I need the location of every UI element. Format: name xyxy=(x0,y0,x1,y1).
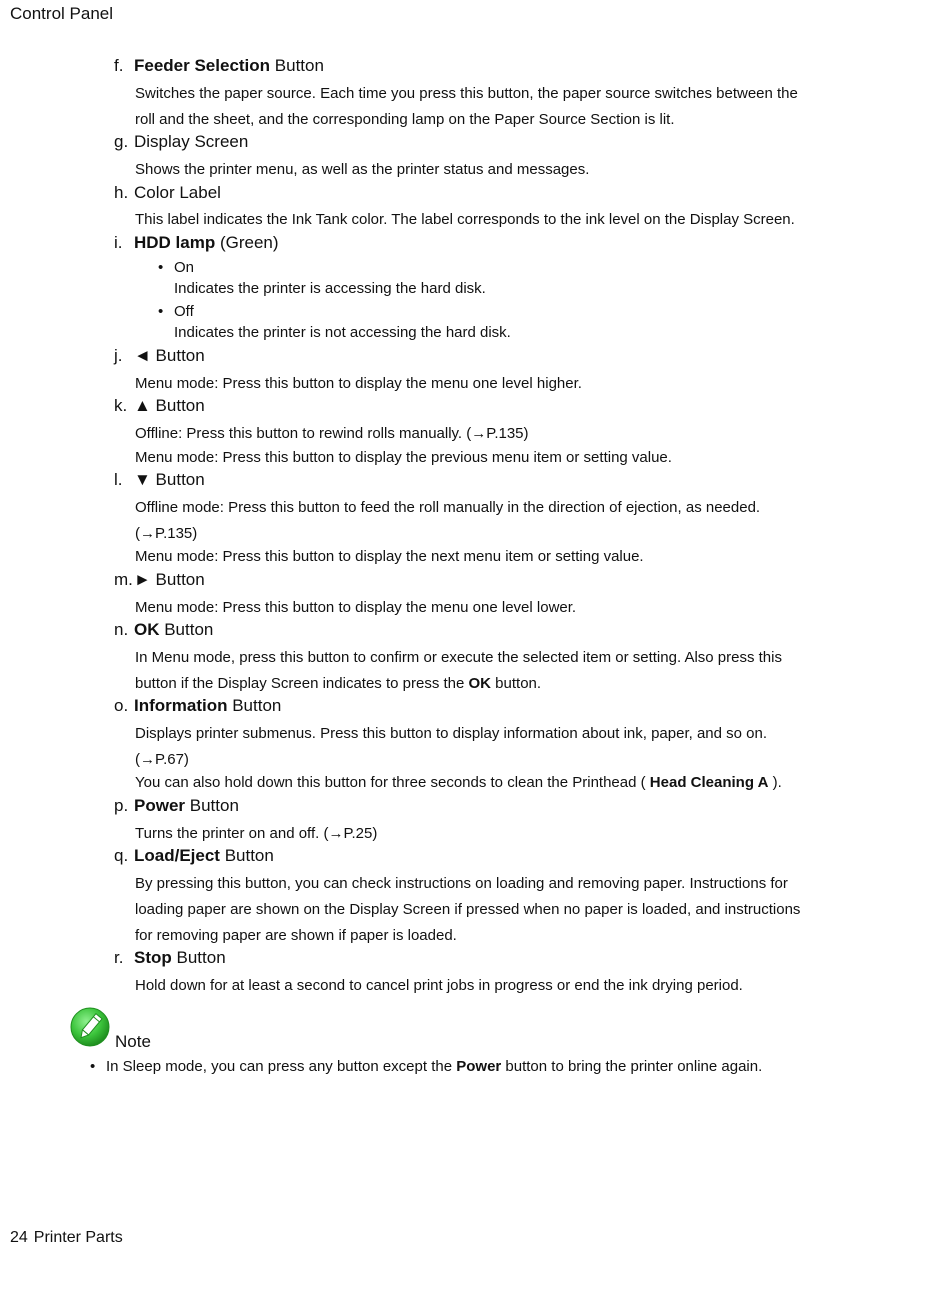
entry-m-heading xyxy=(114,570,205,590)
entry-title-rest: Button xyxy=(227,696,282,715)
entry-h-heading xyxy=(114,183,221,203)
entry-title-rest: Button xyxy=(171,948,226,967)
entry-bold-title: Power xyxy=(134,796,186,815)
entry-title-rest: Button xyxy=(159,620,214,639)
inline-text: button. xyxy=(491,675,542,692)
entry-k-line-1: Offline: Press this button to rewind rolls manually. (→P.135) xyxy=(135,425,529,442)
sub-item-label-off: Off xyxy=(174,303,194,320)
entry-j-line-1: Menu mode: Press this button to display the menu one level higher. xyxy=(135,375,582,392)
entry-letter: l. xyxy=(114,470,123,489)
entry-letter: p. xyxy=(114,796,129,815)
entry-title: ▼ Button xyxy=(134,470,205,489)
entry-q-line-3: for removing paper are shown if paper is loaded. xyxy=(135,927,457,944)
bullet-marker: • xyxy=(158,303,164,320)
entry-n-line-1: In Menu mode, press this button to confirm or execute the selected item or setting. Also press this xyxy=(135,649,782,666)
entry-g-heading xyxy=(114,132,248,152)
entry-title-rest: Button xyxy=(185,796,239,815)
entry-o-line-1: Displays printer submenus. Press this button to display information about ink, paper, and so on. xyxy=(135,725,768,742)
inline-text: button to bring the printer online again. xyxy=(501,1058,763,1075)
pencil-note-icon xyxy=(70,1007,110,1047)
entry-i-heading xyxy=(114,233,279,253)
entry-title-rest: Button xyxy=(270,56,324,75)
page-footer xyxy=(10,1229,123,1247)
entry-title: Color Label xyxy=(134,183,221,202)
entry-bold-title: HDD lamp xyxy=(134,233,216,252)
inline-text: button if the Display Screen indicates to press the xyxy=(135,675,469,692)
entry-g-line-1: Shows the printer menu, as well as the printer status and messages. xyxy=(135,161,590,178)
entry-title-rest: Button xyxy=(219,846,274,865)
entry-letter: k. xyxy=(114,396,128,415)
inline-bold: Head Cleaning A xyxy=(649,774,769,791)
entry-letter: r. xyxy=(114,948,124,967)
page-number: 24 xyxy=(10,1229,28,1246)
entry-k-heading xyxy=(114,396,205,416)
bullet-marker: • xyxy=(158,259,164,276)
entry-p-heading xyxy=(114,796,239,816)
entry-q-line-2: loading paper are shown on the Display Screen if pressed when no paper is loaded, and instructions xyxy=(135,901,801,918)
note-label: Note xyxy=(115,1032,151,1051)
entry-letter: g. xyxy=(114,132,129,151)
entry-o-line-3 xyxy=(135,774,782,791)
entry-letter: i. xyxy=(114,233,123,252)
sub-item-desc-off: Indicates the printer is not accessing the hard disk. xyxy=(174,324,511,341)
entry-p-line-1: Turns the printer on and off. (→P.25) xyxy=(135,825,378,842)
entry-m-line-1: Menu mode: Press this button to display the menu one level lower. xyxy=(135,599,577,616)
entry-k-line-2: Menu mode: Press this button to display the previous menu item or setting value. xyxy=(135,449,672,466)
entry-o-line-2: (→P.67) xyxy=(135,751,189,768)
entry-title-rest: (Green) xyxy=(215,233,279,252)
entry-bold-title: Load/Eject xyxy=(134,846,220,865)
entry-letter: f. xyxy=(114,56,124,75)
entry-f-line-1: Switches the paper source. Each time you press this button, the paper source switches between the xyxy=(135,85,798,102)
entry-l-line-1: Offline mode: Press this button to feed the roll manually in the direction of ejection, as needed. xyxy=(135,499,761,516)
inline-text: In Sleep mode, you can press any button except the xyxy=(106,1058,457,1075)
entry-letter: j. xyxy=(114,346,123,365)
sub-item-desc-on: Indicates the printer is accessing the hard disk. xyxy=(174,280,486,297)
entry-bold-title: Stop xyxy=(134,948,172,967)
entry-f-line-2: roll and the sheet, and the corresponding lamp on the Paper Source Section is lit. xyxy=(135,111,675,128)
entry-letter: o. xyxy=(114,696,129,715)
entry-title: ► Button xyxy=(134,570,205,589)
entry-q-line-1: By pressing this button, you can check instructions on loading and removing paper. Instructions for xyxy=(135,875,788,892)
entry-h-line-1: This label indicates the Ink Tank color. The label corresponds to the ink level on the Display Screen. xyxy=(135,211,795,228)
entry-q-heading xyxy=(114,846,274,866)
entry-letter: m. xyxy=(114,570,133,589)
entry-l-line-3: Menu mode: Press this button to display the next menu item or setting value. xyxy=(135,548,644,565)
entry-title: ▲ Button xyxy=(134,396,205,415)
entry-letter: q. xyxy=(114,846,129,865)
inline-bold: Power xyxy=(456,1058,502,1075)
entry-j-heading xyxy=(114,346,205,366)
entry-l-line-2: (→P.135) xyxy=(135,525,198,542)
note-text xyxy=(106,1058,762,1075)
entry-title: ◄ Button xyxy=(134,346,205,365)
entry-o-heading xyxy=(114,696,281,716)
entry-bold-title: Feeder Selection xyxy=(134,56,271,75)
page-header-title: Control Panel xyxy=(10,4,114,23)
entry-l-heading xyxy=(114,470,205,490)
footer-section: Printer Parts xyxy=(33,1229,123,1246)
entry-r-line-1: Hold down for at least a second to cancel print jobs in progress or end the ink drying period. xyxy=(135,977,743,994)
entry-n-line-2 xyxy=(135,675,541,692)
entry-bold-title: Information xyxy=(134,696,228,715)
sub-item-label-on: On xyxy=(174,259,195,276)
entry-r-heading xyxy=(114,948,226,968)
entry-f-heading xyxy=(114,56,324,76)
entry-title: Display Screen xyxy=(134,132,249,151)
entry-n-heading xyxy=(114,620,213,640)
entry-letter: h. xyxy=(114,183,129,202)
entry-letter: n. xyxy=(114,620,129,639)
inline-text: You can also hold down this button for three seconds to clean the Printhead ( xyxy=(135,774,650,791)
entry-bold-title: OK xyxy=(134,620,160,639)
bullet-marker: • xyxy=(90,1058,96,1075)
inline-bold: OK xyxy=(468,675,492,692)
inline-text: ). xyxy=(768,774,782,791)
